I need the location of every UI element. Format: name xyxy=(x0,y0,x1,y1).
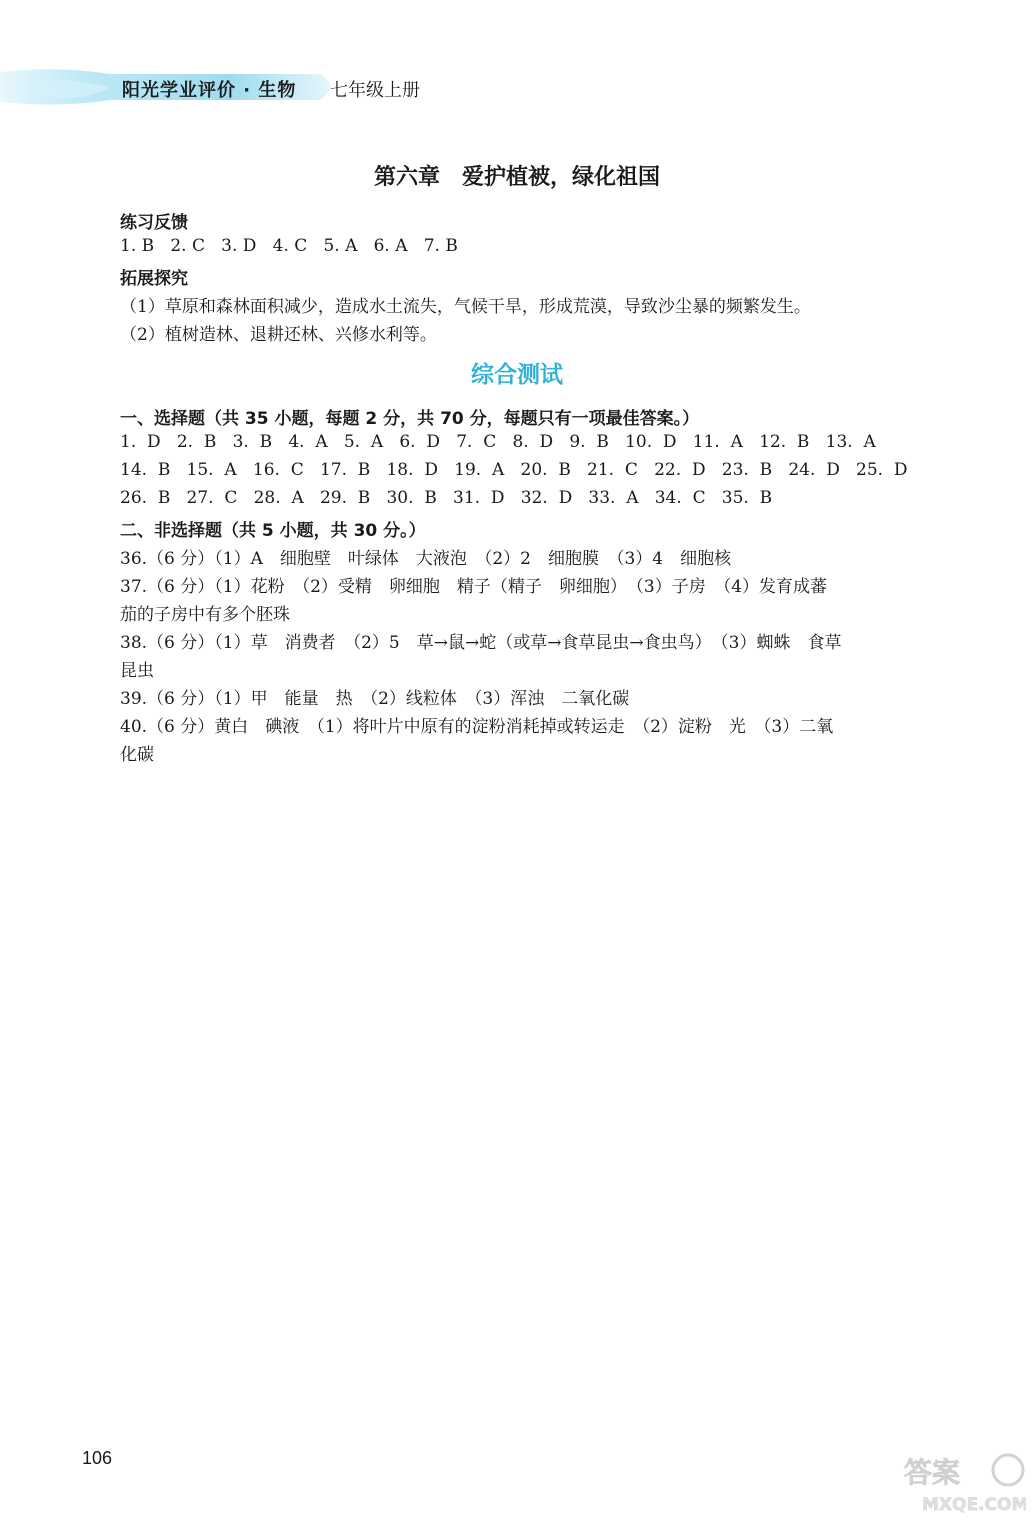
chapter-title: 第六章 爱护植被，绿化祖国 xyxy=(373,164,660,190)
choice-answers-line-1: 1. D 2. B 3. B 4. A 5. A 6. D 7. C 8. D 9. B 10. D 11. A 12. B 13. A xyxy=(120,432,876,452)
book-title: 阳光学业评价 · 生物 xyxy=(122,80,297,101)
choice-heading: 一、选择题（共 35 小题，每题 2 分，共 70 分，每题只有一项最佳答案。） xyxy=(120,409,700,429)
section-title: 综合测试 xyxy=(471,362,563,388)
answer-37-continued: 茄的子房中有多个胚珠 xyxy=(120,605,290,625)
explore-heading: 拓展探究 xyxy=(120,269,188,289)
watermark-logo-icon xyxy=(896,1448,1026,1518)
feedback-heading: 练习反馈 xyxy=(120,213,188,233)
svg-text:MXQE.COM: MXQE.COM xyxy=(922,1495,1026,1515)
explore-answer-1: （1）草原和森林面积减少，造成水土流失，气候干旱，形成荒漠，导致沙尘暴的频繁发生。 xyxy=(120,297,811,317)
feedback-answers: 1. B 2. C 3. D 4. C 5. A 6. A 7. B xyxy=(120,236,458,256)
choice-answers-line-2: 14. B 15. A 16. C 17. B 18. D 19. A 20. B 21. C 22. D 23. B 24. D 25. D xyxy=(120,460,908,480)
answer-40: 40.（6 分）黄白 碘液 （1）将叶片中原有的淀粉消耗掉或转运走 （2）淀粉 光 （3）二氧 xyxy=(120,717,834,737)
answer-38-continued: 昆虫 xyxy=(120,661,154,681)
choice-answers-line-3: 26. B 27. C 28. A 29. B 30. B 31. D 32. D 33. A 34. C 35. B xyxy=(120,488,773,508)
page-number: 106 xyxy=(82,1448,113,1468)
watermark-logo xyxy=(896,1448,1026,1518)
explore-answer-2: （2）植树造林、退耕还林、兴修水利等。 xyxy=(120,325,437,345)
svg-text:答案: 答案 xyxy=(904,1456,961,1489)
answer-36: 36.（6 分）（1）A 细胞壁 叶绿体 大液泡 （2）2 细胞膜 （3）4 细胞核 xyxy=(120,549,732,569)
grade-label: 七年级上册 xyxy=(330,80,420,101)
answer-38: 38.（6 分）（1）草 消费者 （2）5 草→鼠→蛇（或草→食草昆虫→食虫鸟） （3）蜘蛛 食草 xyxy=(120,633,842,653)
answer-37: 37.（6 分）（1）花粉 （2）受精 卵细胞 精子（精子 卵细胞） （3）子房 （4）发育成蕃 xyxy=(120,577,828,597)
answer-40-continued: 化碳 xyxy=(120,745,154,765)
answer-39: 39.（6 分）（1）甲 能量 热 （2）线粒体 （3）浑浊 二氧化碳 xyxy=(120,689,630,709)
nonchoice-heading: 二、非选择题（共 5 小题，共 30 分。） xyxy=(120,521,426,541)
